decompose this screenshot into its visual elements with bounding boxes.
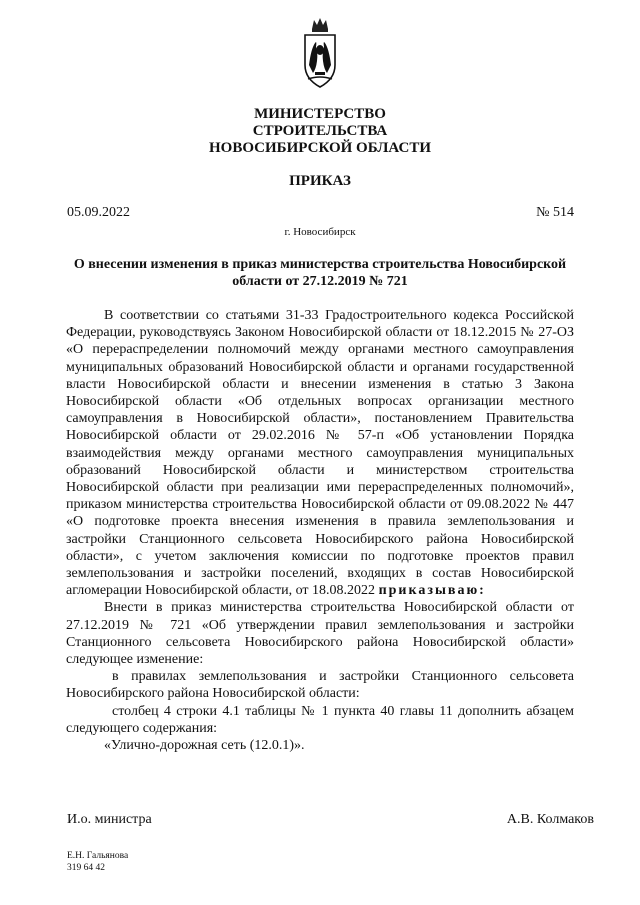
paragraph-column: столбец 4 строки 4.1 таблицы № 1 пункта 40 главы 11 дополнить абзацем следующего содержания: [66, 703, 574, 736]
novosibirsk-coat-of-arms-icon [303, 17, 337, 89]
signatory-name: А.В. Колмаков [506, 812, 594, 827]
document-date: 05.09.2022 [67, 205, 130, 220]
document-body [66, 307, 574, 754]
order-word: приказываю: [378, 583, 486, 599]
document-subject: О внесении изменения в приказ министерства строительства Новосибирской области от 27.12.2019 № 721 [73, 257, 567, 289]
paragraph-quote: «Улично-дорожная сеть (12.0.1)». [104, 738, 305, 754]
ministry-line: СТРОИТЕЛЬСТВА [252, 123, 388, 139]
paragraph-basis-text: В соответствии со статьями 31-33 Градостроительного кодекса Российской Федерации, руководствуясь Законом Новосибирской области от 18.12.2015 № 27-ОЗ «О перераспределении полномочий между органами местного самоуправления муниципальных образований Новосибирской области и органами государственной власти Новосибирской области и внесении изменения в статью 3 Закона Новосибирской области «Об отдельных вопросах организации местного самоуправления в Новосибирской области», постановлением Правительства Новосибирской области от 29.02.2016 № 57-п «Об установлении Порядка взаимодействия между органами местного самоуправления муниципальных образований Новосибирской области и министерством строительства Новосибирской области при реализации ими перераспределенных полномочий», приказом министерства строительства Новосибирской области от 09.08.2022 № 447 «О подготовке проекта внесения изменения в правила землепользования и застройки Станционного сельсовета Новосибирского района Новосибирской области», с учетом заключения комиссии по подготовке проектов правил землепользования и застройки поселений, входящих в состав Новосибирской агломерации Новосибирской области, от 18.08.2022 [66, 308, 574, 599]
paragraph-amend: Внести в приказ министерства строительства Новосибирской области от 27.12.2019 № 721 «Об утверждении правил землепользования и застройки Станционного сельсовета Новосибирского района Новосибирской области» следующее изменение: [66, 600, 574, 668]
ministry-name [0, 106, 640, 157]
paragraph-basis [66, 307, 574, 599]
ministry-line: НОВОСИБИРСКОЙ ОБЛАСТИ [208, 140, 432, 156]
executor-name: Е.Н. Гальянова [67, 851, 129, 861]
ministry-line: МИНИСТЕРСТВО [254, 106, 386, 122]
document-type: ПРИКАЗ [289, 173, 351, 189]
document-city: г. Новосибирск [284, 226, 356, 238]
executor-info [67, 850, 128, 874]
paragraph-rules: в правилах землепользования и застройки Станционного сельсовета Новосибирского района Новосибирской области: [66, 669, 574, 702]
document-number: № 514 [536, 205, 574, 220]
executor-phone: 319 64 42 [67, 863, 105, 873]
signatory-role: И.о. министра [67, 812, 152, 827]
